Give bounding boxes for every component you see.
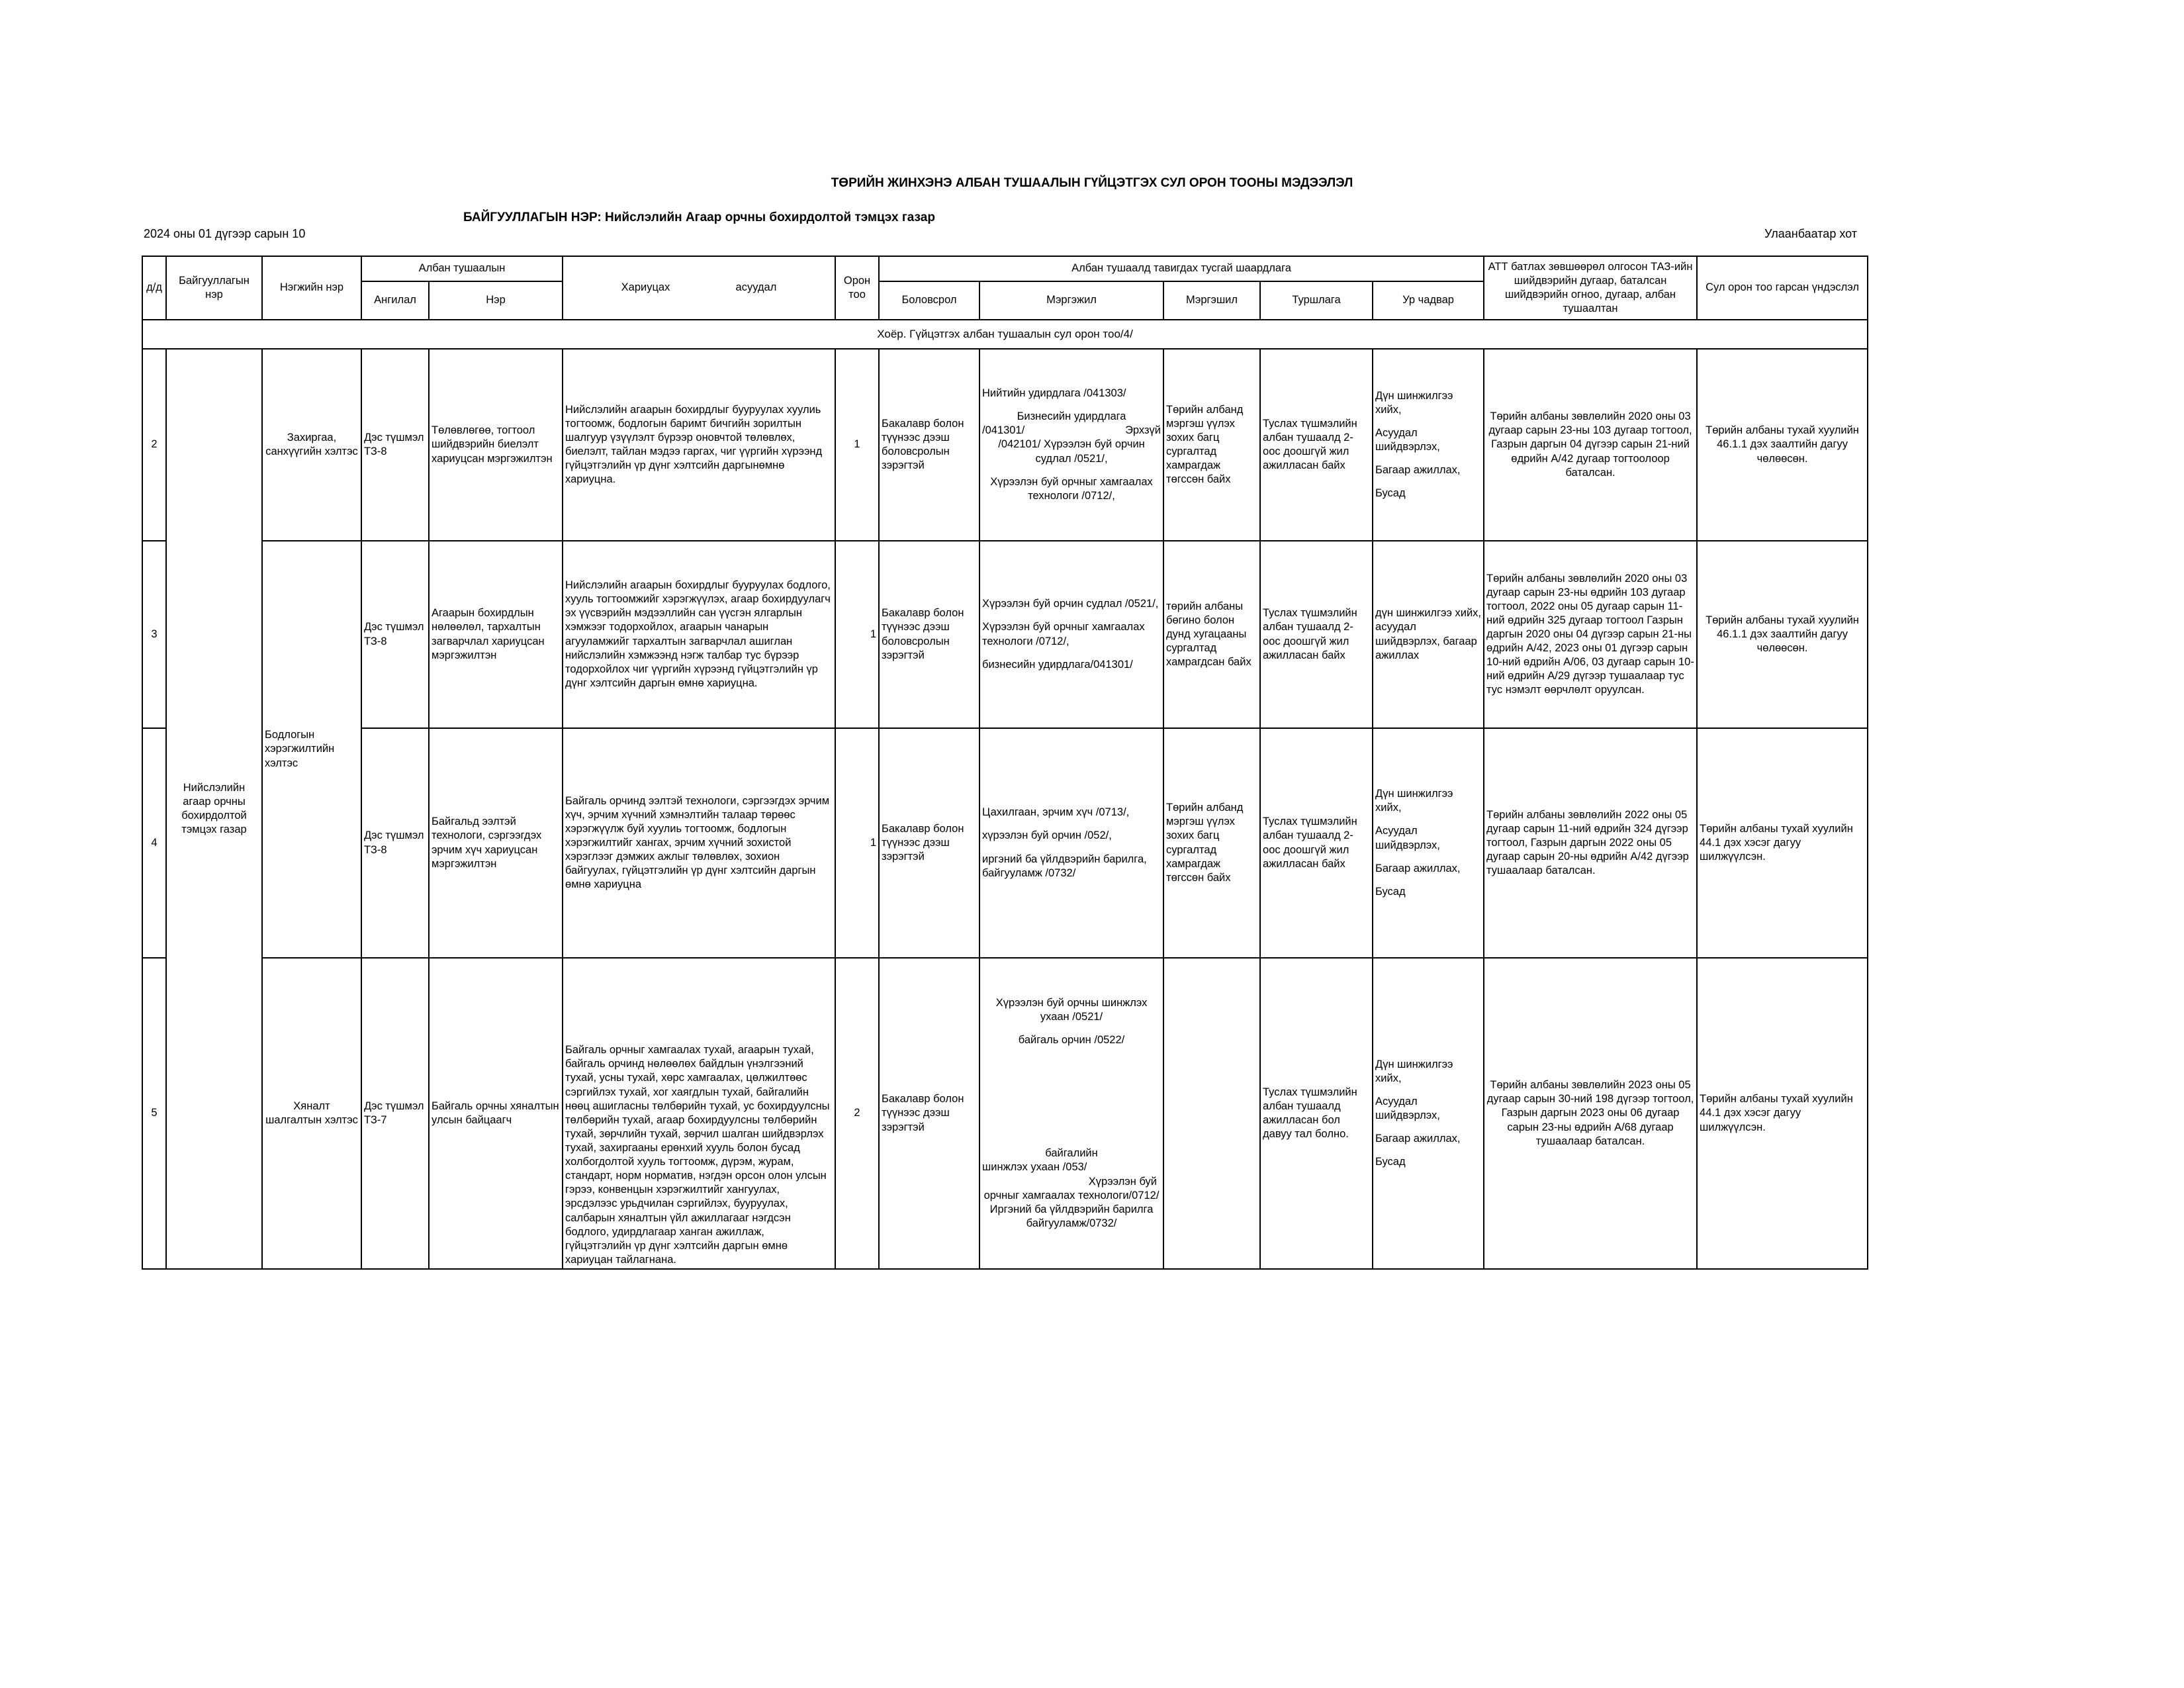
category-cell: Дэс түшмэл ТЗ-8 <box>361 349 429 541</box>
profession-line: байгалийн <box>1045 1147 1098 1160</box>
position-name-cell: Байгаль орчны хяналтын улсын байцаагч <box>429 958 563 1269</box>
document-title: ТӨРИЙН ЖИНХЭНЭ АЛБАН ТУШААЛЫН ГҮЙЦЭТГЭХ СУЛ ОРОН ТООНЫ МЭДЭЭЛЭЛ <box>831 176 1353 190</box>
col-header-reason: Сул орон тоо гарсан үндэслэл <box>1697 256 1868 320</box>
skill-line: Бусад <box>1375 487 1406 500</box>
count-cell: 1 <box>835 541 879 728</box>
col-header-dd: д/д <box>142 256 166 320</box>
att-cell: Төрийн албаны зөвлөлийн 2022 оны 05 дугаар сарын 11-ний өдрийн 324 дүгээр тогтоол, Газрын даргын 2022 оны 05 дугаар сарын 20-ны өдрийн А/42 дүгээр тушаалаар баталсан. <box>1484 728 1697 958</box>
profession-line: бизнесийн удирдлага/041301/ <box>982 658 1133 671</box>
skill-cell: дүн шинжилгээ хийх, асуудал шийдвэрлэх, багаар ажиллах <box>1373 541 1484 728</box>
col-header-skill: Ур чадвар <box>1373 281 1484 320</box>
profession-line: /041301/ <box>982 424 1025 437</box>
training-cell <box>1163 958 1260 1269</box>
col-header-org: Байгууллагын нэр <box>166 256 262 320</box>
reason-cell: Төрийн албаны тухай хуулийн 46.1.1 дэх заалтийн дагуу чөлөөсөн. <box>1697 541 1868 728</box>
col-header-att: АТТ батлах зөвшөөрөл олгосон ТАЗ-ийн шийдвэрийн дугаар, баталсан шийдвэрийн огноо, дугаар, албан тушаалтан <box>1484 256 1697 320</box>
row-number: 4 <box>142 728 166 958</box>
col-header-experience: Туршлага <box>1260 281 1373 320</box>
skill-line: Асуудал шийдвэрлэх, <box>1375 825 1440 851</box>
skill-line: Асуудал шийдвэрлэх, <box>1375 1095 1440 1121</box>
document-city: Улаанбаатар хот <box>1764 227 1857 240</box>
profession-line: Эрхзүй <box>1125 424 1161 437</box>
profession-line: Хүрээлэн буй орчин судлал /0521/, <box>982 598 1159 610</box>
responsibility-cell: Нийслэлийн агаарын бохирдлыг бууруулах бодлого, хууль тогтоомжийг хэрэгжүүлэх, агаар бохирдуулагч эх үүсвэрийн мэдээллийн сан үүсгэн ялгарлын хэмжээг тодорхойлох, агаарын чанарын агууламжийг тархалтын загварчлал ашиглан нийслэлийн хэмжээнд нэгж талбар тус бүрээр тодорхойлох чиг үүргийн хүрээнд гүйцэтгэлийн үр дүнг хэлтсийн даргын өмнө хариуцна. <box>563 541 835 728</box>
responsibility-cell: Байгаль орчинд ээлтэй технологи, сэргээгдэх эрчим хүч, эрчим хүчний хэмнэлтийн талаар төрөөс хэрэгжүүлж буй хуулиь тогтоомж, бодлогын хэрэгжилтийг хангах, эрчим хүчний зохистой хэрэглээг дэмжих ажлыг төлөвлөх, зохион байгуулах, гүйцэтгэлийн үр дүнг хэлтсийн даргын өмнө хариуцна <box>563 728 835 958</box>
position-name-cell: Байгальд ээлтэй технологи, сэргээгдэх эрчим хүч хариуцсан мэргэжилтэн <box>429 728 563 958</box>
att-cell: Төрийн албаны зөвлөлийн 2023 оны 05 дугаар сарын 30-ний 198 дүгээр тогтоол, Газрын даргын 2023 оны 06 дугаар сарын 23-ны өдрийн А/68 дугаар тушаалаар баталсан. <box>1484 958 1697 1269</box>
unit-cell: Захиргаа, санхүүгийн хэлтэс <box>262 349 361 541</box>
col-header-responsibility <box>563 256 835 320</box>
row-number: 2 <box>142 349 166 541</box>
profession-cell <box>979 541 1163 728</box>
document-date: 2024 оны 01 дүгээр сарын 10 <box>144 227 306 240</box>
table-row <box>142 728 1868 958</box>
profession-cell <box>979 728 1163 958</box>
unit-cell: Хяналт шалгалтын хэлтэс <box>262 958 361 1269</box>
att-cell: Төрийн албаны зөвлөлийн 2020 оны 03 дугаар сарын 23-ны өдрийн 103 дугаар тогтоол, 2022 оны 05 дугаар сарын 11-ний өдрийн 325 дугаар тогтоол Газрын даргын 2020 оны 04 дүгээр сарын 21-ны өдрийн А/42, 2023 оны 01 дүгээр сарын 10-ний өдрийн А/06, 03 дугаар сарын 10-ний өдрийн А/29 дүгээр тушаалаар тус тус нэмэлт өөрчлөлт оруулсан. <box>1484 541 1697 728</box>
col-header-category: Ангилал <box>361 281 429 320</box>
reason-cell: Төрийн албаны тухай хуулийн 44.1 дэх хэсэг дагуу шилжүүлсэн. <box>1697 958 1868 1269</box>
organization-line: БАЙГУУЛЛАГЫН НЭР: Нийслэлийн Агаар орчны бохирдолтой тэмцэх газар <box>463 211 935 224</box>
col-header-unit: Нэгжийн нэр <box>262 256 361 320</box>
profession-line: иргэний ба үйлдвэрийн барилга, байгууламж /0732/ <box>982 853 1147 879</box>
skill-line: Дүн шинжилгээ хийх, <box>1375 1058 1453 1084</box>
profession-line: Нийтийн удирдлага /041303/ <box>982 387 1126 400</box>
profession-line: /042101/ Хүрээлэн буй орчин судлал /0521/, <box>998 438 1145 465</box>
experience-cell: Туслах түшмэлийн албан тушаалд 2-оос доошгүй жил ажилласан байх <box>1260 349 1373 541</box>
category-cell: Дэс түшмэл ТЗ-8 <box>361 728 429 958</box>
profession-line: байгаль орчин /0522/ <box>1018 1034 1125 1047</box>
profession-line: орчныг хамгаалах технологи/0712/ Иргэний ба үйлдвэрийн барилга байгууламж/0732/ <box>983 1189 1160 1229</box>
experience-cell: Туслах түшмэлийн албан тушаалд ажилласан бол давуу тал болно. <box>1260 958 1373 1269</box>
row-number: 5 <box>142 958 166 1269</box>
skill-line: Багаар ажиллах, <box>1375 1133 1461 1145</box>
education-cell: Бакалавр болон түүнээс дээш зэрэгтэй <box>879 728 979 958</box>
category-cell: Дэс түшмэл ТЗ-7 <box>361 958 429 1269</box>
education-cell: Бакалавр болон түүнээс дээш зэрэгтэй <box>879 958 979 1269</box>
experience-cell: Туслах түшмэлийн албан тушаалд 2-оос доошгүй жил ажилласан байх <box>1260 541 1373 728</box>
skill-line: Бусад <box>1375 1156 1406 1168</box>
profession-line: Хүрээлэн буй орчны шинжлэх ухаан /0521/ <box>995 997 1148 1023</box>
responsibility-cell: Нийслэлийн агаарын бохирдлыг бууруулах хуулиь тогтоомж, бодлогын баримт бичгийн зорилтын шалгуур үзүүлэлт бүрээр оновчтой төлөвлөх, биелэлт, тайлан мэдээ гаргах, чиг үүргийн хүрээнд гүйцэтгэлийн үр дүнг хэлтсийн даргынөмнө хариуцна. <box>563 349 835 541</box>
section-title: Хоёр. Гүйцэтгэх албан тушаалын сул орон тоо/4/ <box>142 320 1868 349</box>
col-header-profession: Мэргэжил <box>979 281 1163 320</box>
skill-cell <box>1373 349 1484 541</box>
table-row <box>142 541 1868 728</box>
profession-cell <box>979 958 1163 1269</box>
skill-line: Багаар ажиллах, <box>1375 862 1461 874</box>
count-cell: 1 <box>835 349 879 541</box>
profession-line: Хүрээлэн буй <box>1088 1175 1158 1188</box>
col-header-responsibility-b: асуудал <box>735 281 777 294</box>
profession-line: хүрээлэн буй орчин /052/, <box>982 829 1112 842</box>
row-number: 3 <box>142 541 166 728</box>
skill-line: Бусад <box>1375 885 1406 898</box>
table-row <box>142 349 1868 541</box>
col-header-responsibility-a: Хариуцах <box>621 281 670 294</box>
skill-cell <box>1373 958 1484 1269</box>
education-cell: Бакалавр болон түүнээс дээш боловсролын зэрэгтэй <box>879 541 979 728</box>
unit-cell: Бодлогын хэрэгжилтийн хэлтэс <box>262 541 361 958</box>
count-cell: 2 <box>835 958 879 1269</box>
responsibility-cell: Байгаль орчныг хамгаалах тухай, агаарын тухай, байгаль орчинд нөлөөлөх байдлын үнэлгээний тухай, усны тухай, хөрс хамгаалах, цөлжилтөөс сэргийлэх тухай, хог хаягдлын тухай, байгалийн нөөц ашигласны төлбөрийн тухай, ус бохирдуулсны төлбөрийн тухай, агаар бохирдуулсны төлбөрийн тухай, зөрчлийн тухай, зөрчил шалган шийдвэрлэх тухай, захиргааны ерөнхий хууль болон бусад холбогдолтой хууль тогтоомж, дүрэм, журам, стандарт, норм норматив, нэгдэн орсон олон улсын гэрээ, конвенцын хэрэгжилтийг хангуулах, эрсдэлээс урьдчилан сэргийлэх, бууруулах, салбарын хяналтын үйл ажиллагааг нэгдсэн бодлого, удирдлагаар ханган ажиллаж, гүйцэтгэлийн үр дүнг хэлтсийн даргын өмнө хариуцан тайлагнана. <box>563 958 835 1269</box>
skill-line: Дүн шинжилгээ хийх, <box>1375 788 1453 814</box>
training-cell: Төрийн албанд мэргэш үүлэх зохих багц сургалтад хамрагдаж төгссөн байх <box>1163 349 1260 541</box>
count-cell: 1 <box>835 728 879 958</box>
col-header-requirements: Албан тушаалд тавигдах тусгай шаардлага <box>879 256 1484 281</box>
reason-cell: Төрийн албаны тухай хуулийн 44.1 дэх хэсэг дагуу шилжүүлсэн. <box>1697 728 1868 958</box>
table-row <box>142 958 1868 1269</box>
profession-line: шинжлэх ухаан /053/ <box>982 1161 1087 1174</box>
skill-line: Асуудал шийдвэрлэх, <box>1375 426 1440 453</box>
training-cell: төрийн албаны бөгино болон дунд хугацааны сургалтад хамрагдсан байх <box>1163 541 1260 728</box>
col-header-training: Мэргэшил <box>1163 281 1260 320</box>
col-header-education: Боловсрол <box>879 281 979 320</box>
vacancy-table <box>142 256 1868 1270</box>
section-row <box>142 320 1868 349</box>
profession-line: Хүрээлэн буй орчныг хамгаалах технологи /0712/, <box>990 475 1153 502</box>
org-name-cell: Нийслэлийн агаар орчны бохирдолтой тэмцэх газар <box>166 349 262 1269</box>
header-row-1 <box>142 256 1868 281</box>
reason-cell: Төрийн албаны тухай хуулийн 46.1.1 дэх заалтийн дагуу чөлөөсөн. <box>1697 349 1868 541</box>
att-cell: Төрийн албаны зөвлөлийн 2020 оны 03 дугаар сарын 23-ны 103 дугаар тогтоол, Газрын даргын 04 дүгээр сарын 21-ний өдрийн А/42 дугаар тогтоолоор баталсан. <box>1484 349 1697 541</box>
profession-line: Хүрээлэн буй орчныг хамгаалах технологи /0712/, <box>982 621 1145 647</box>
profession-cell <box>979 349 1163 541</box>
training-cell: Төрийн албанд мэргэш үүлэх зохих багц сургалтад хамрагдаж төгссөн байх <box>1163 728 1260 958</box>
position-name-cell: Агаарын бохирдлын нөлөөлөл, тархалтын загварчлал хариуцсан мэргэжилтэн <box>429 541 563 728</box>
col-header-position-group: Албан тушаалын <box>361 256 563 281</box>
col-header-count: Орон тоо <box>835 256 879 320</box>
profession-line: Цахилгаан, эрчим хүч /0713/, <box>982 806 1130 819</box>
experience-cell: Туслах түшмэлийн албан тушаалд 2-оос доошгүй жил ажилласан байх <box>1260 728 1373 958</box>
category-cell: Дэс түшмэл ТЗ-8 <box>361 541 429 728</box>
education-cell: Бакалавр болон түүнээс дээш боловсролын зэрэгтэй <box>879 349 979 541</box>
position-name-cell: Төлөвлөгөө, тогтоол шийдвэрийн биелэлт хариуцсан мэргэжилтэн <box>429 349 563 541</box>
col-header-name: Нэр <box>429 281 563 320</box>
skill-line: Дүн шинжилгээ хийх, <box>1375 389 1453 416</box>
skill-line: Багаар ажиллах, <box>1375 464 1461 477</box>
profession-line: Бизнесийн удирдлага <box>1017 410 1126 423</box>
skill-cell <box>1373 728 1484 958</box>
